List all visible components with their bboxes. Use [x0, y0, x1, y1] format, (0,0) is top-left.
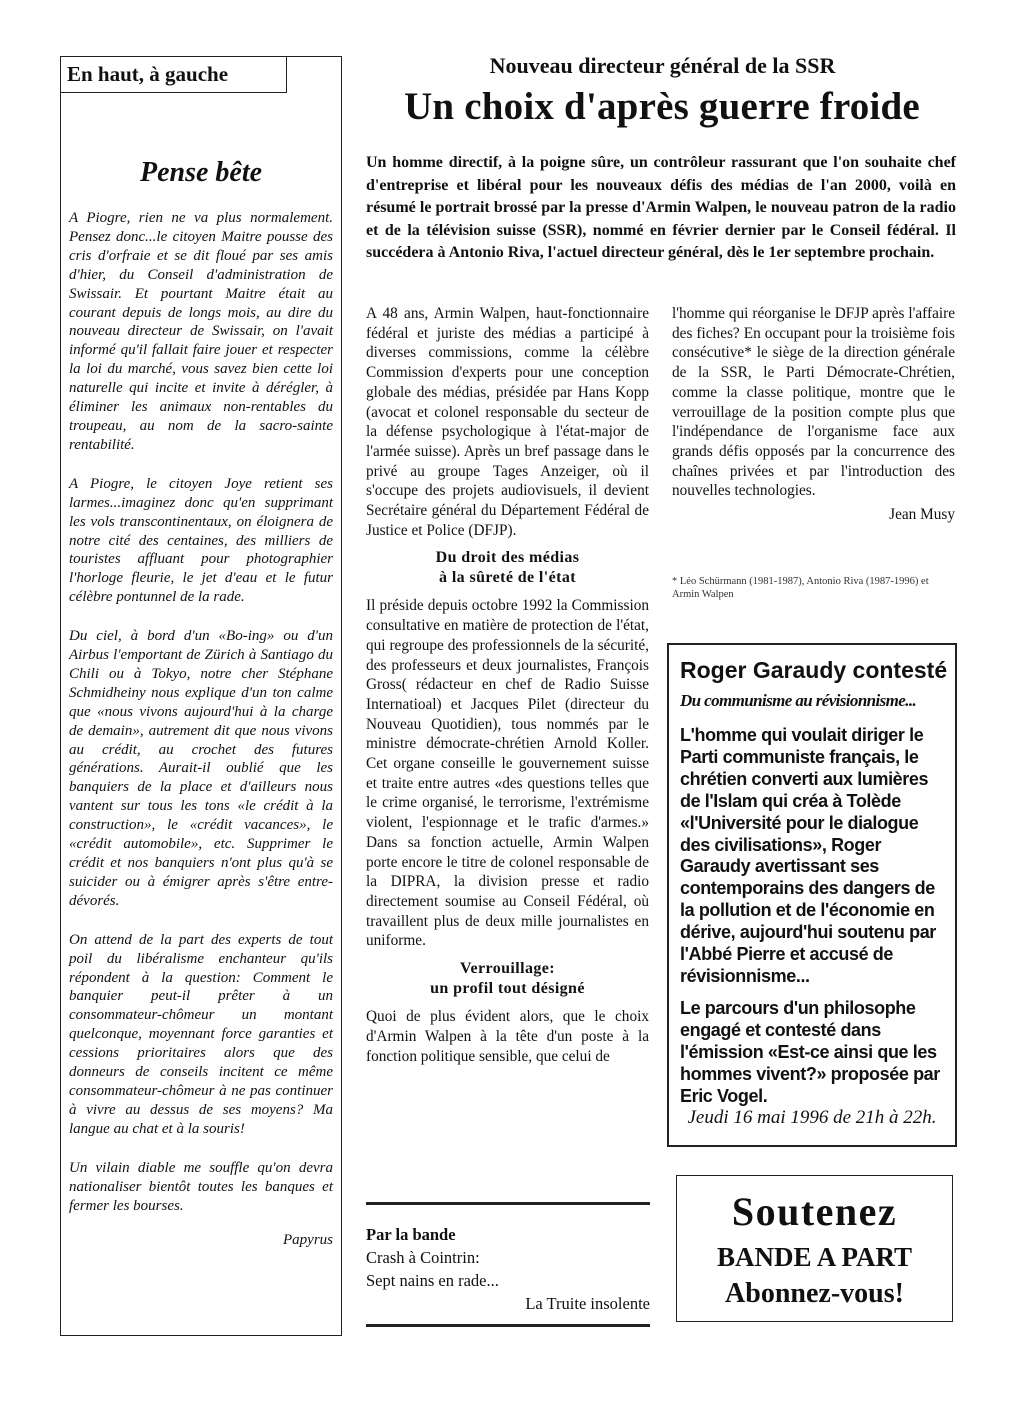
sidebar-title: Pense bête	[139, 157, 263, 188]
sidebar-paragraph: Du ciel, à bord d'un «Bo-ing» ou d'un Airbus l'emportant de Zürich à Santiago du Chili ou à Tokyo, notre cher Stéphane Schmidheiny nous explique d'un ton calme que «nous vivons aujourd'hui à la charge de demain», autrement dit que nous vivons au crédit, au crochet des futures générations. Aurait-il oublié que les banquiers de la place et d'ailleurs nous vantent sur tous les tons «le crédit à la construction», le «crédit vacances», le «crédit automobile», etc. Supprimer le crédit et nos banquiers n'ont plus qu'à se suicider ou à émigrer après s'être entre-dévorés.	[69, 628, 333, 909]
subhead-line: Verrouillage:	[460, 960, 555, 978]
subscribe-heading: Soutenez	[731, 1189, 898, 1234]
bande-line: Crash à Cointrin:	[366, 1248, 480, 1267]
article-headline: Un choix d'après guerre froide	[404, 85, 920, 128]
subscribe-publication: BANDE A PART	[716, 1242, 913, 1272]
garaudy-body	[680, 725, 948, 1117]
article-column-2	[672, 304, 955, 525]
article-paragraph: A 48 ans, Armin Walpen, haut-fonctionnaire fédéral et juriste des médias a participé à diverses commissions, comme la célèbre Commission d'experts pour une conception globale des médias, présidée par Hans Kopp (avocat et colonel responsable du secteur de la défense psychologique à l'état-major de l'armée suisse). Après un bref passage dans le privé au groupe Tages Anzeiger, où il s'occupe des projets audiovisuels, il devient Secrétaire général du Département Fédéral de Justice et Police (DFJP).	[366, 305, 649, 539]
subscribe-box	[676, 1175, 953, 1322]
bande-title: Par la bande	[366, 1225, 456, 1244]
subhead-line: un profil tout désigné	[430, 980, 585, 998]
sidebar-signature: Papyrus	[283, 1232, 333, 1249]
garaudy-paragraph: L'homme qui voulait diriger le Parti communiste français, le chrétien converti aux lumières de l'Islam qui créa à Tolède «l'Université pour le dialogue des civilisations», Roger Garaudy avertissant ses contemporains des dangers de la pollution et de l'économie en dérive, aujourd'hui soutenu par l'Abbé Pierre et accusé de révisionnisme...	[680, 725, 936, 986]
bande-line: Sept nains en rade...	[366, 1271, 499, 1290]
article-subhead	[366, 548, 649, 588]
subscribe-call: Abonnez-vous!	[725, 1278, 904, 1309]
garaudy-date: Jeudi 16 mai 1996 de 21h à 22h.	[687, 1107, 937, 1128]
sidebar-paragraph: A Piogre, le citoyen Joye retient ses larmes...imaginez donc qu'en supprimant les vols transcontinentaux, on éloignera de notre cité des centaines, des milliers de touristes affluant pour photographier l'horloge fleurie, le jet d'eau et le futur célèbre pontunnel de la rade.	[69, 475, 333, 606]
article-author: Jean Musy	[889, 506, 955, 524]
sidebar-paragraph: Un vilain diable me souffle qu'on devra nationaliser bientôt toutes les banques et fermer les bourses.	[69, 1159, 333, 1214]
sidebar-heading: En haut, à gauche	[61, 57, 287, 93]
article-subhead	[366, 959, 649, 999]
garaudy-paragraph: Le parcours d'un philosophe engagé et contesté dans l'émission «Est-ce ainsi que les hommes vivent?» proposée par Eric Vogel.	[680, 997, 940, 1106]
subhead-line: Du droit des médias	[435, 549, 580, 567]
bande-rule-top	[366, 1202, 650, 1205]
garaudy-box	[667, 643, 957, 1147]
bande-signature: La Truite insolente	[525, 1294, 650, 1313]
sidebar-paragraph: On attend de la part des experts de tout poil du libéralisme enchanteur qu'ils répondent à la question: Comment le banquier peut-il prêter à un consommateur-chômeur un montant quelconque, moyennant force garanties et cessions prioritaires alors que des donneurs de conseils incitent ce même consommateur-chômeur à ne pas continuer à vivre au dessus de ses moyens? Ma langue au chat et à la souris!	[69, 931, 333, 1137]
sidebar-paragraph: A Piogre, rien ne va plus normalement. Pensez donc...le citoyen Maitre pousse des cris d'orfraie et se dit floué par ses amis d'hier, du Conseil d'administration de Swissair. Et pourtant Maitre était au courant depuis de longs mois, au dire du nouveau directeur de Swissair, on l'avait informé qu'il fallait faire jouer et respecter la loi du marché, vous savez bien cette loi naturelle qui incite et invite à dérégler, à éliminer les animaux non-rentables du troupeau, au nom de la sacro-sainte rentabilité.	[69, 210, 333, 453]
sidebar-column	[60, 56, 342, 1336]
sidebar-body	[69, 209, 333, 1250]
bande-box	[366, 1223, 650, 1315]
article-column-1	[366, 304, 649, 1066]
article-footnote: * Léo Schürmann (1981-1987), Antonio Riva (1987-1996) et Armin Walpen	[672, 576, 929, 600]
garaudy-subtitle: Du communisme au révisionnisme...	[680, 691, 917, 710]
subhead-line: à la sûreté de l'état	[439, 569, 576, 587]
article-paragraph: Quoi de plus évident alors, que le choix d'Armin Walpen à la tête d'un poste à la fonction politique sensible, que celui de	[366, 1008, 649, 1065]
article-kicker: Nouveau directeur général de la SSR	[489, 53, 836, 78]
article-lead: Un homme directif, à la poigne sûre, un contrôleur rassurant que l'on souhaite chef d'entreprise et libéral pour les nouveaux défis des médias de l'an 2000, voilà en résumé le portrait brossé par la presse d'Armin Walpen, le nouveau patron de la radio et de la télévision suisse (SSR), nommé en février dernier par le Conseil fédéral. Il succédera à Antonio Riva, l'actuel directeur général, dès le 1er septembre prochain.	[366, 154, 956, 262]
article-paragraph: Il préside depuis octobre 1992 la Commission consultative en matière de protection de l'état, qui regroupe des professionnels de la sécurité, des professeurs et deux journalistes, François Gross( rédacteur en chef de Radio Suisse Internatioal) et Jacques Pilet (directeur du Nouveau Quotidien), tous nommés par le ministre démocrate-chrétien Arnold Koller. Cet organe conseille le gouvernement suisse et traite entre autres «des questions telles que le crime organisé, le terrorisme, l'extrémisme violent, l'espionnage et le trafic d'armes.» Dans sa fonction actuelle, Armin Walpen porte encore le titre de colonel responsable de la DIPRA, la division presse et radio directement soumise au Conseil Fédéral, où travaillent plus de deux mille journalistes en uniforme.	[366, 597, 649, 950]
article-paragraph: l'homme qui réorganise le DFJP après l'affaire des fiches? En occupant pour la troisième fois consécutive* le siège de la direction générale de la SSR, le Parti Démocrate-Chrétien, comme la classe politique, montre que le verrouillage de la position compte plus que l'indépendance de l'organisme face aux grands défis opposés par la concurrence des chaînes privées et par l'introduction des nouvelles technologies.	[672, 305, 955, 500]
garaudy-title: Roger Garaudy contesté	[680, 657, 948, 683]
bande-rule-bottom	[366, 1324, 650, 1327]
